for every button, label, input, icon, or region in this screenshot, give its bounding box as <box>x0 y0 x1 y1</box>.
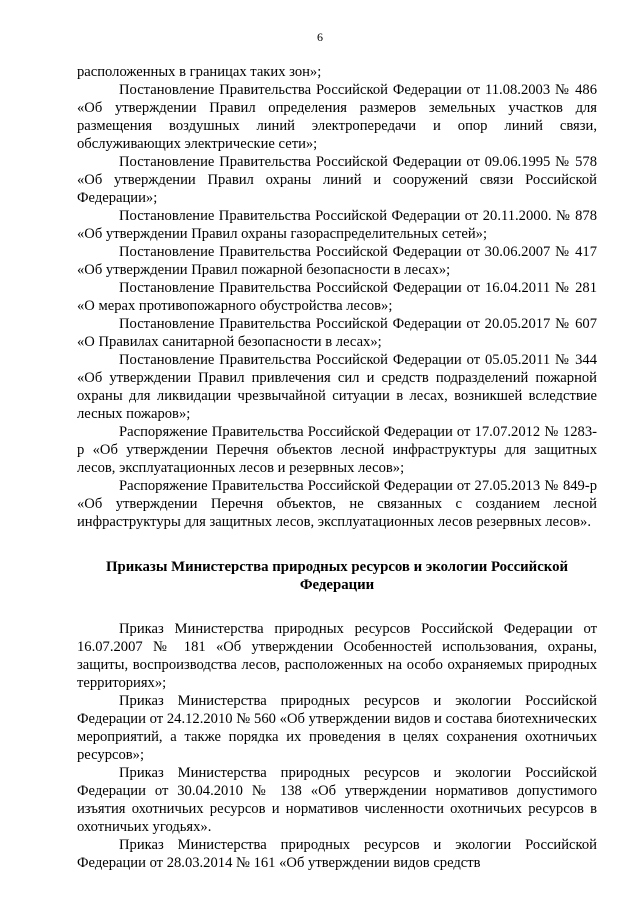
paragraph: Постановление Правительства Российской Федерации от 20.05.2017 № 607 «О Правилах санитарной безопасности в лесах»; <box>77 316 597 350</box>
page-number: 6 <box>317 30 323 44</box>
paragraph: Постановление Правительства Российской Федерации от 09.06.1995 № 578 «Об утверждении Правил охраны линий и сооружений связи Российской Федерации»; <box>77 154 597 206</box>
regulations-list-ministry <box>77 620 597 872</box>
paragraph: Приказ Министерства природных ресурсов и экологии Российской Федерации от 28.03.2014 № 161 «Об утверждении видов средств <box>77 837 597 871</box>
paragraph: Приказ Министерства природных ресурсов и экологии Российской Федерации от 24.12.2010 № 560 «Об утверждении видов и состава биотехнических мероприятий, а также порядка их проведения в целях сохранения охотничьих ресурсов»; <box>77 693 597 763</box>
paragraph: Постановление Правительства Российской Федерации от 20.11.2000. № 878 «Об утверждении Правил охраны газораспределительных сетей»; <box>77 208 597 242</box>
paragraph: Постановление Правительства Российской Федерации от 30.06.2007 № 417 «Об утверждении Правил пожарной безопасности в лесах»; <box>77 244 597 278</box>
paragraph: Постановление Правительства Российской Федерации от 05.05.2011 № 344 «Об утверждении Правил привлечения сил и средств подразделений пожарной охраны для ликвидации чрезвычайной ситуации в лесах, возникшей вследствие лесных пожаров»; <box>77 352 597 422</box>
paragraph: Приказ Министерства природных ресурсов и экологии Российской Федерации от 30.04.2010 № 138 «Об утверждении нормативов допустимого изъятия охотничьих ресурсов и нормативов численности охотничьих ресурсов в охотничьих угодьях». <box>77 765 597 835</box>
paragraph: Распоряжение Правительства Российской Федерации от 27.05.2013 № 849-р «Об утверждении Перечня объектов, не связанных с созданием лесной инфраструктуры для защитных лесов, эксплуатационных лесов резервных лесов». <box>77 478 597 530</box>
paragraph: Постановление Правительства Российской Федерации от 11.08.2003 № 486 «Об утверждении Правил определения размеров земельных участков для размещения воздушных линий электропередачи и опор линий связи, обслуживающих электрические сети»; <box>77 82 597 152</box>
paragraph: Распоряжение Правительства Российской Федерации от 17.07.2012 № 1283-р «Об утверждении Перечня объектов лесной инфраструктуры для защитных лесов, эксплуатационных лесов и резервных лесов»; <box>77 424 597 476</box>
regulations-list-government <box>77 63 597 531</box>
paragraph: расположенных в границах таких зон»; <box>77 64 322 80</box>
paragraph: Приказ Министерства природных ресурсов Российской Федерации от 16.07.2007 № 181 «Об утверждении Особенностей использования, охраны, защиты, воспроизводства лесов, расположенных на особо охраняемых природных территориях»; <box>77 621 597 691</box>
document-body <box>77 63 597 872</box>
paragraph: Постановление Правительства Российской Федерации от 16.04.2011 № 281 «О мерах противопожарного обустройства лесов»; <box>77 280 597 314</box>
section-heading: Приказы Министерства природных ресурсов и экологии Российской Федерации <box>105 559 569 593</box>
